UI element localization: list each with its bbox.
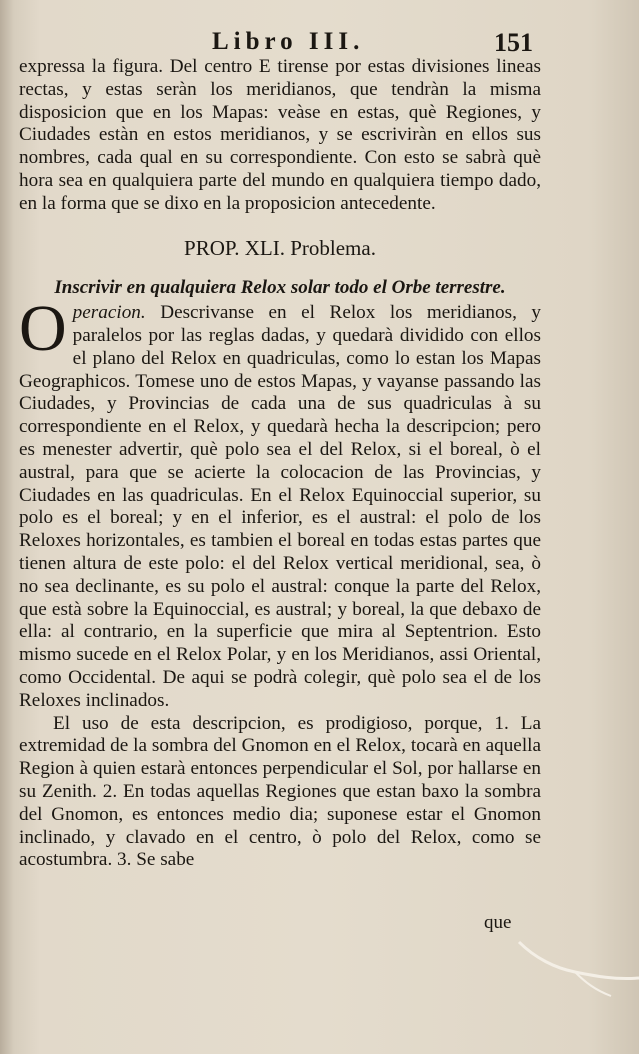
catchword: que	[484, 912, 512, 933]
page-header	[0, 28, 639, 58]
proposition-heading: PROP. XLI. Problema.	[184, 235, 376, 260]
running-title: Libro III.	[212, 28, 365, 55]
body-text	[19, 56, 541, 872]
paragraph-operacion	[19, 292, 541, 712]
drop-capital: O	[19, 292, 67, 366]
thread-mark	[515, 938, 639, 998]
operacion-label: peracion.	[72, 302, 146, 324]
page-number: 151	[494, 28, 533, 57]
operacion-text: Descrivanse en el Relox los meridianos, y paralelos por las reglas dadas, y quedarà dividido con ellos el plano del Relox en quadriculas, como lo estan los Mapas Geographicos. Tomese uno de estos Mapas, y vayanse passando las Ciudades, y Provincias de cada una de sus quadriculas à su correspondiente en el Relox, y quedarà hecha la descripcion; pero es menester advertir, què polo sea el del Relox, si el boreal, ò el austral, para que se acierte la colocacion de las Provincias, y Ciudades en las quadriculas. En el Relox Equinoccial superior, su polo es el boreal; y en el inferior, es el austral: el polo de los Reloxes horizontales, es tambien el boreal en todas estas partes que tienen altura de este polo: el del Relox vertical meridional, sea, ò no sea declinante, es su polo el austral: conque la parte del Relox, que està sobre la Equinoccial, es austral; y boreal, la que debaxo de ella: al contrario, en la superficie que mira al Septentrion. Esto mismo sucede en el Relox Polar, y en los Meridianos, assi Oriental, como Occidental. De aqui se podrà colegir, què polo sea el de los Reloxes inclinados.	[19, 302, 541, 711]
paragraph-continuation: expressa la figura. Del centro E tirense por estas divisiones lineas rectas, y estas seràn los meridianos, que tendràn la misma disposicion que en los Mapas: veàse en estas, què Regiones, y Ciudades estàn en estos meridianos, y se escriviràn en ellos sus nombres, cada qual en su correspondiente. Con esto se sabrà què hora sea en qualquiera parte del mundo en qualquiera tiempo dado, en la forma que se dixo en la proposicion antecedente.	[19, 56, 541, 214]
paragraph-uso: El uso de esta descripcion, es prodigioso, porque, 1. La extremidad de la sombra del Gnomon en el Relox, tocarà en aquella Region à quien estarà entonces perpendicular el Sol, por hallarse en su Zenith. 2. En todas aquellas Regiones que estan baxo la sombra del Gnomon, es entonces medio dia; suponese estar el Gnomon inclinado, y clavado en el centro, ò polo del Relox, como se acostumbra. 3. Se sabe	[19, 712, 541, 871]
proposition-subheading: Inscrivir en qualquiera Relox solar todo el Orbe terrestre.	[54, 277, 506, 299]
